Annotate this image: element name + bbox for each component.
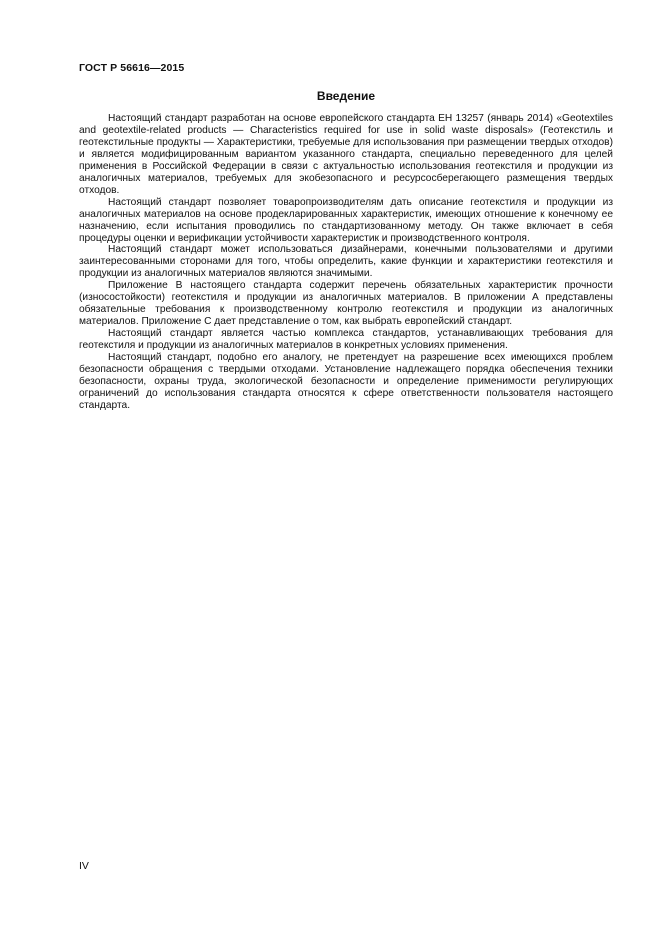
document-code-header: ГОСТ Р 56616—2015 [79, 62, 185, 74]
paragraph-1: Настоящий стандарт разработан на основе европейского стандарта ЕН 13257 (январь 2014) «Geotextiles and geotextile-related products — Characteristics required for use in solid waste disposals» (Геотекстиль и геотекстильные продукты — Характеристики, требуемые для использования при размещении твердых отходов) и является модифицированным вариантом указанного стандарта, специально переведенного для целей применения в Российской Федерации в связи с актуальностью использования геотекстиля и продукции из аналогичных материалов, требуемых для экобезопасного и ресурсосберегающего размещения твердых отходов. [79, 113, 613, 196]
section-title: Введение [316, 89, 376, 103]
paragraph-3: Настоящий стандарт может использоваться дизайнерами, конечными пользователями и другими заинтересованными сторонами для того, чтобы определить, какие функции и характеристики геотекстиля и продукции из аналогичных материалов являются значимыми. [79, 244, 613, 280]
introduction-body [79, 113, 613, 412]
paragraph-2: Настоящий стандарт позволяет товаропроизводителям дать описание геотекстиля и продукции из аналогичных материалов на основе продекларированных характеристик, имеющих отношение к конечному ее назначению, если испытания проводились по стандартизованному методу. Он также включает в себя процедуры оценки и верификации устойчивости характеристик и производственного контроля. [79, 196, 613, 244]
paragraph-4: Приложение В настоящего стандарта содержит перечень обязательных характеристик прочности (износостойкости) геотекстиля и продукции из аналогичных материалов. В приложении А представлены обязательные требования к производственному контролю геотекстиля и продукции из аналогичных материалов. Приложение С дает представление о том, как выбрать европейский стандарт. [79, 280, 613, 328]
paragraph-6: Настоящий стандарт, подобно его аналогу, не претендует на разрешение всех имеющихся проблем безопасности обращения с твердыми отходами. Установление надлежащего порядка обеспечения техники безопасности, охраны труда, экологической безопасности и определение применимости регулирующих ограничений до использования стандарта относятся к сфере ответственности пользователя настоящего стандарта. [79, 352, 613, 411]
page-number: IV [79, 860, 89, 872]
paragraph-5: Настоящий стандарт является частью комплекса стандартов, устанавливающих требования для геотекстиля и продукции из аналогичных материалов в конкретных условиях применения. [79, 328, 613, 352]
